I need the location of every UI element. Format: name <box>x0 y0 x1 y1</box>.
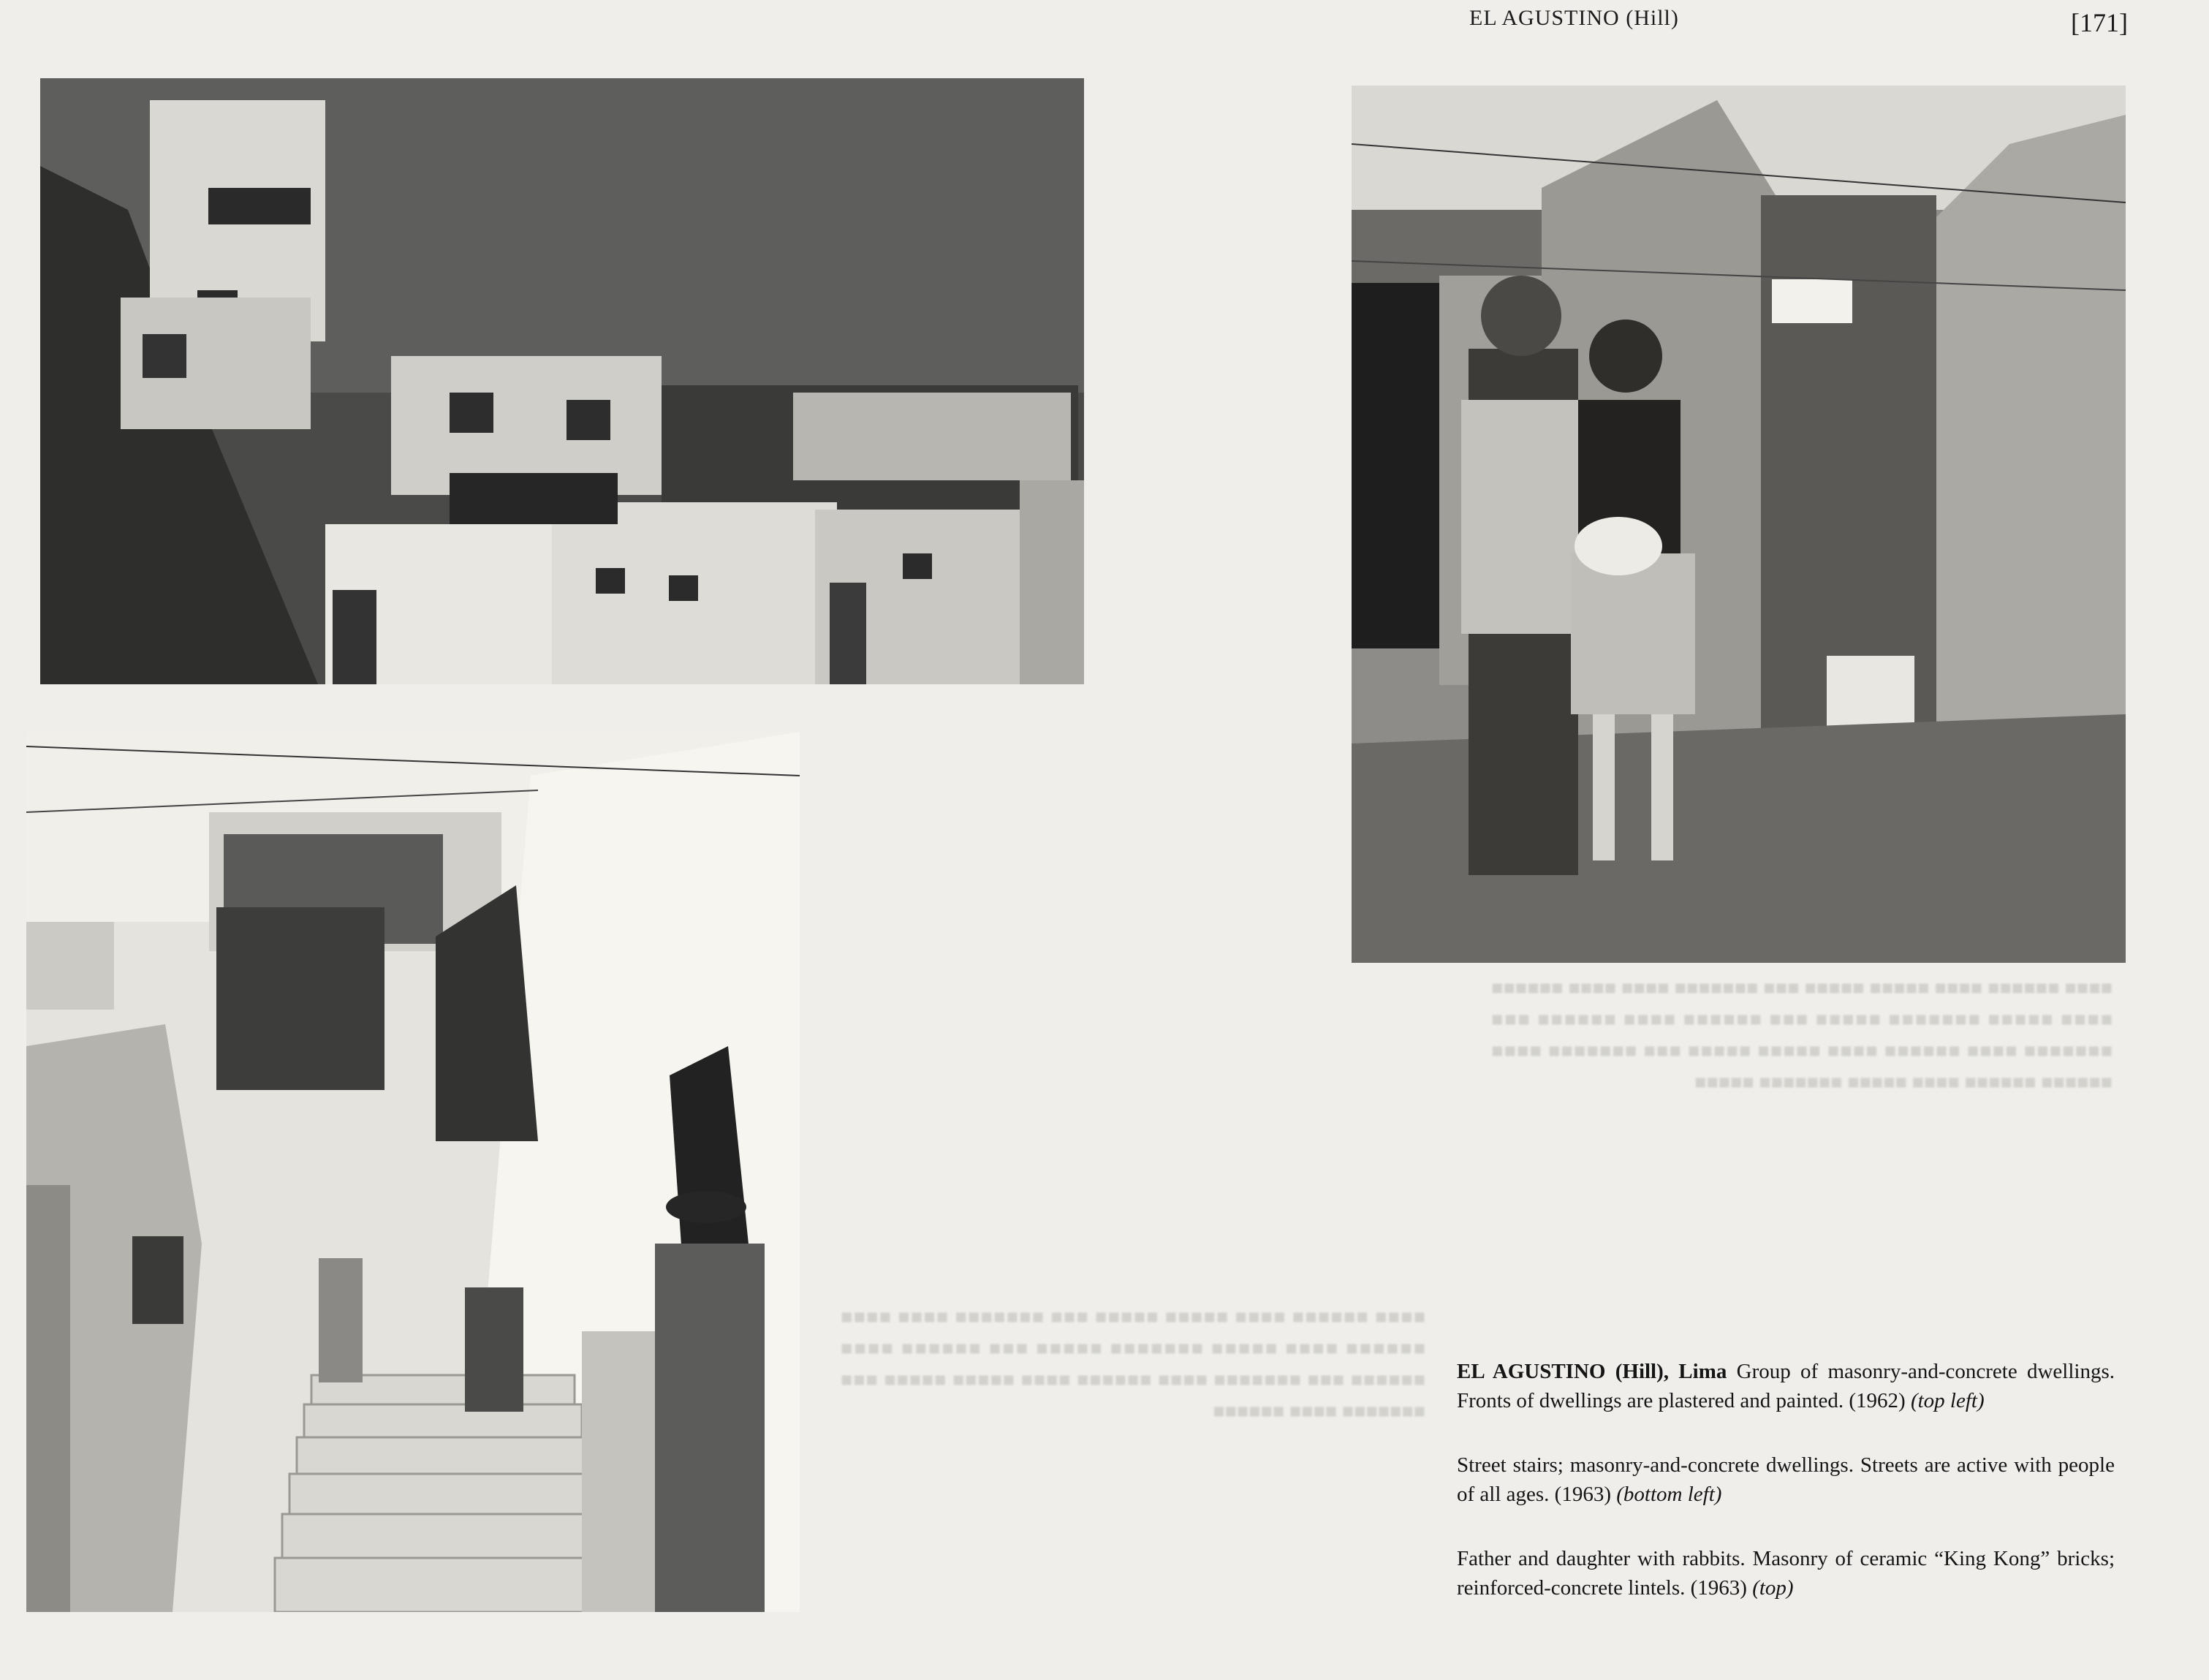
caption-text: Group of masonry-and-concrete dwellings. Fronts of dwellings are plastered and painted. (1962) <box>1457 1360 2115 1412</box>
caption-bottom-left <box>1457 1450 2115 1509</box>
photo-street-stairs <box>26 732 800 1612</box>
caption-title: EL AGUSTINO (Hill), Lima <box>1457 1360 1727 1383</box>
caption-position: (top) <box>1752 1576 1794 1600</box>
caption-position: (bottom left) <box>1616 1483 1722 1506</box>
show-through-text-lower: ■■■■ ■■■■■■ ■■■■ ■■■■■ ■■■■■ ■■■ ■■■■■■■ ■■■■ ■■■■ ■■■■■■ ■■■■ ■■■■■ ■■■■■■■ ■■■■■ ■■■ ■■■■■■ ■■■■ ■■■■■■ ■■■ ■■■■■■■ ■■■■ ■■■■■■ ■■■■ ■■■■■ ■■■■■ ■■■ ■■■■■■■ ■■■■ ■■■■■■ <box>841 1306 1425 1422</box>
captions <box>1457 1357 2115 1638</box>
show-through-text: ■■■■ ■■■■■■ ■■■■ ■■■■■ ■■■■■ ■■■ ■■■■■■■ ■■■■ ■■■■ ■■■■■■ ■■■■ ■■■■■ ■■■■■■■ ■■■■■ ■■■ ■■■■■■ ■■■■ ■■■■■■ ■■■ ■■■■■■■ ■■■■ ■■■■■■ ■■■■ ■■■■■ ■■■■■ ■■■ ■■■■■■■ ■■■■ ■■■■■■ ■■■■■■ ■■■■ ■■■■■ ■■■■■■■ ■■■■■ <box>1491 977 2113 1093</box>
photo-hillside-dwellings <box>40 78 1084 684</box>
running-head: EL AGUSTINO (Hill) <box>1469 6 1679 30</box>
photo-father-and-daughter <box>1352 86 2126 963</box>
caption-position: (top left) <box>1910 1389 1985 1412</box>
caption-top-left <box>1457 1357 2115 1415</box>
caption-text: Street stairs; masonry-and-concrete dwellings. Streets are active with people of all ages. (1963) <box>1457 1453 2115 1506</box>
page-number: [171] <box>2071 8 2128 37</box>
caption-text: Father and daughter with rabbits. Masonry of ceramic “King Kong” bricks; reinforced-concrete lintels. (1963) <box>1457 1547 2115 1600</box>
caption-top-right <box>1457 1544 2115 1603</box>
